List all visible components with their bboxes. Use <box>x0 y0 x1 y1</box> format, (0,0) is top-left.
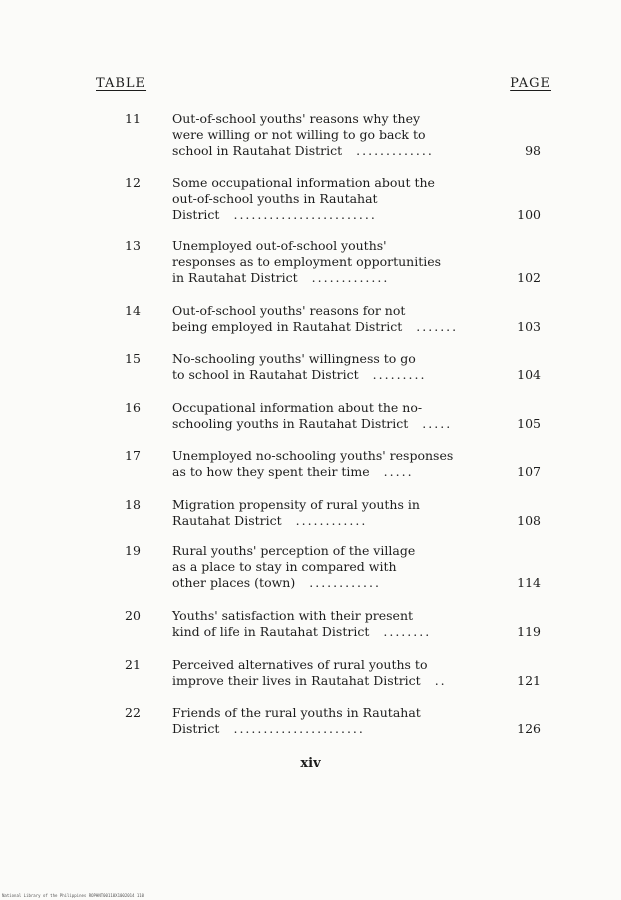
page-number: 108 <box>517 513 541 528</box>
table-title-line: kind of life in Rautahat District ........ <box>172 624 432 639</box>
table-title-line: Out-of-school youths' reasons why they <box>172 111 421 126</box>
table-title <box>172 497 502 529</box>
table-title-line: as a place to stay in compared with <box>172 559 397 574</box>
page-number: 121 <box>517 673 541 688</box>
table-title-line: were willing or not willing to go back to <box>172 127 426 142</box>
table-number: 14 <box>125 303 141 318</box>
dot-leader: .. <box>434 673 447 688</box>
page-number: 107 <box>517 464 541 479</box>
table-number: 11 <box>125 111 141 126</box>
dot-leader: ............ <box>309 575 381 590</box>
table-title-line: as to how they spent their time ..... <box>172 464 414 479</box>
table-title-line: Rautahat District ............ <box>172 513 368 528</box>
table-title <box>172 608 502 640</box>
table-column-header: TABLE <box>96 76 147 91</box>
table-title-line: District ...................... <box>172 721 365 736</box>
table-title <box>172 175 502 223</box>
table-title-line: Migration propensity of rural youths in <box>172 497 420 512</box>
page-folio: xiv <box>300 756 321 771</box>
table-number: 20 <box>125 608 141 623</box>
table-title-line: other places (town) ............ <box>172 575 381 590</box>
table-title <box>172 400 502 432</box>
table-title-line: responses as to employment opportunities <box>172 254 442 269</box>
table-title-line: Unemployed no-schooling youths' responses <box>172 448 454 463</box>
table-title <box>172 657 502 689</box>
dot-leader: ............. <box>311 270 390 285</box>
table-number: 12 <box>125 175 141 190</box>
dot-leader: ....... <box>416 319 459 334</box>
dot-leader: ..... <box>383 464 414 479</box>
table-title <box>172 705 502 737</box>
table-title <box>172 543 502 591</box>
table-number: 21 <box>125 657 141 672</box>
table-number: 22 <box>125 705 141 720</box>
dot-leader: ........................ <box>233 207 377 222</box>
table-number: 17 <box>125 448 141 463</box>
page-number: 100 <box>517 207 541 222</box>
table-number: 16 <box>125 400 141 415</box>
table-title-line: improve their lives in Rautahat District .. <box>172 673 447 688</box>
scan-footer: National Library of the Philippines ROPHNT00110X1002014 110 <box>2 893 145 898</box>
table-title-line: being employed in Rautahat District ....... <box>172 319 459 334</box>
page-number: 103 <box>517 319 541 334</box>
dot-leader: ......... <box>372 367 427 382</box>
table-number: 13 <box>125 238 141 253</box>
table-title-line: schooling youths in Rautahat District ..... <box>172 416 453 431</box>
page-number: 104 <box>517 367 541 382</box>
page-number: 114 <box>517 575 541 590</box>
dot-leader: ............ <box>295 513 368 528</box>
table-title-line: Rural youths' perception of the village <box>172 543 416 558</box>
dot-leader: ..... <box>422 416 453 431</box>
page-number: 98 <box>525 143 541 158</box>
dot-leader: ...................... <box>233 721 365 736</box>
page-number: 102 <box>517 270 541 285</box>
table-title-line: Occupational information about the no- <box>172 400 423 415</box>
table-title-line: Perceived alternatives of rural youths to <box>172 657 428 672</box>
table-title <box>172 351 502 383</box>
table-title-line: Some occupational information about the <box>172 175 435 190</box>
table-title <box>172 448 502 480</box>
table-title-line: out-of-school youths in Rautahat <box>172 191 378 206</box>
table-title <box>172 303 502 335</box>
table-title-line: in Rautahat District ............. <box>172 270 390 285</box>
table-title-line: Out-of-school youths' reasons for not <box>172 303 406 318</box>
dot-leader: ........ <box>383 624 432 639</box>
page-number: 105 <box>517 416 541 431</box>
table-number: 19 <box>125 543 141 558</box>
table-title-line: Youths' satisfaction with their present <box>172 608 414 623</box>
table-title-line: District ........................ <box>172 207 377 222</box>
table-title-line: Unemployed out-of-school youths' <box>172 238 387 253</box>
table-title <box>172 238 502 286</box>
page-number: 126 <box>517 721 541 736</box>
table-number: 18 <box>125 497 141 512</box>
table-title-line: to school in Rautahat District ......... <box>172 367 427 382</box>
table-title <box>172 111 502 159</box>
table-number: 15 <box>125 351 141 366</box>
table-title-line: Friends of the rural youths in Rautahat <box>172 705 421 720</box>
page-number: 119 <box>517 624 541 639</box>
table-title-line: school in Rautahat District ............. <box>172 143 434 158</box>
dot-leader: ............. <box>356 143 434 158</box>
table-title-line: No-schooling youths' willingness to go <box>172 351 416 366</box>
page-column-header: PAGE <box>510 76 551 91</box>
